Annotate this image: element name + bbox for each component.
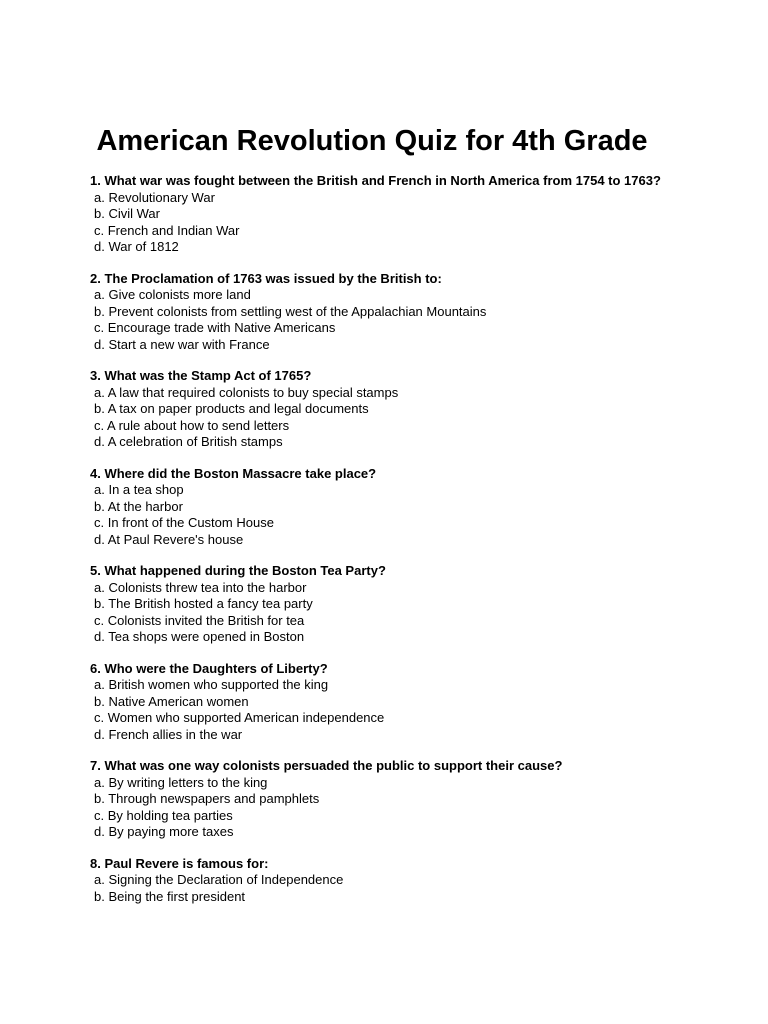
answer-option: b. Native American women [94, 693, 249, 709]
answer-option: d. French allies in the war [94, 726, 243, 742]
quiz-question-list [90, 173, 670, 920]
answer-option: b. Prevent colonists from settling west of the Appalachian Mountains [94, 303, 487, 319]
answer-option: b. A tax on paper products and legal documents [94, 401, 369, 416]
answer-options [90, 775, 670, 841]
answer-option: c. In front of the Custom House [94, 515, 274, 530]
answer-option: a. By writing letters to the king [94, 774, 268, 790]
answer-option: d. A celebration of British stamps [94, 434, 283, 449]
answer-option: b. At the harbor [94, 498, 183, 514]
answer-option: d. War of 1812 [94, 239, 179, 254]
question-text: 6. Who were the Daughters of Liberty? [90, 660, 328, 676]
answer-option: d. Start a new war with France [94, 336, 270, 352]
answer-option: b. Civil War [94, 206, 160, 221]
answer-option: d. At Paul Revere's house [94, 531, 244, 547]
question-1 [90, 173, 670, 256]
answer-option: d. By paying more taxes [94, 824, 234, 839]
question-text: 8. Paul Revere is famous for: [90, 855, 269, 871]
answer-option: a. British women who supported the king [94, 677, 329, 692]
answer-options [90, 677, 670, 743]
answer-option: b. Through newspapers and pamphlets [94, 791, 320, 806]
page-title: American Revolution Quiz for 4th Grade [96, 125, 648, 157]
answer-options [90, 872, 670, 905]
answer-option: b. The British hosted a fancy tea party [94, 596, 313, 611]
answer-options [90, 580, 670, 646]
answer-option: a. Colonists threw tea into the harbor [94, 579, 307, 595]
answer-option: a. In a tea shop [94, 482, 184, 497]
answer-option: b. Being the first president [94, 888, 246, 904]
answer-option: c. Women who supported American independence [94, 710, 385, 725]
answer-option: c. By holding tea parties [94, 807, 233, 823]
question-text: 7. What was one way colonists persuaded the public to support their cause? [90, 758, 563, 773]
answer-option: c. A rule about how to send letters [94, 417, 290, 433]
answer-option: a. Signing the Declaration of Independence [94, 872, 344, 887]
question-2 [90, 271, 670, 354]
answer-option: c. French and Indian War [94, 222, 240, 238]
question-8 [90, 856, 670, 906]
answer-options [90, 482, 670, 548]
answer-options [90, 385, 670, 451]
question-5 [90, 563, 670, 646]
answer-option: a. A law that required colonists to buy special stamps [94, 384, 399, 400]
answer-options [90, 287, 670, 353]
question-text: 2. The Proclamation of 1763 was issued by the British to: [90, 270, 442, 286]
question-6 [90, 661, 670, 744]
answer-option: a. Revolutionary War [94, 189, 215, 205]
answer-option: c. Encourage trade with Native Americans [94, 320, 336, 335]
answer-option: a. Give colonists more land [94, 287, 251, 302]
question-text: 5. What happened during the Boston Tea Party? [90, 563, 386, 578]
answer-option: c. Colonists invited the British for tea [94, 612, 305, 628]
question-4 [90, 466, 670, 549]
answer-options [90, 190, 670, 256]
question-3 [90, 368, 670, 451]
question-text: 1. What war was fought between the British and French in North America from 1754 to 1763? [90, 173, 661, 188]
answer-option: d. Tea shops were opened in Boston [94, 629, 305, 644]
question-7 [90, 758, 670, 841]
question-text: 4. Where did the Boston Massacre take place? [90, 465, 377, 481]
question-text: 3. What was the Stamp Act of 1765? [90, 368, 312, 383]
